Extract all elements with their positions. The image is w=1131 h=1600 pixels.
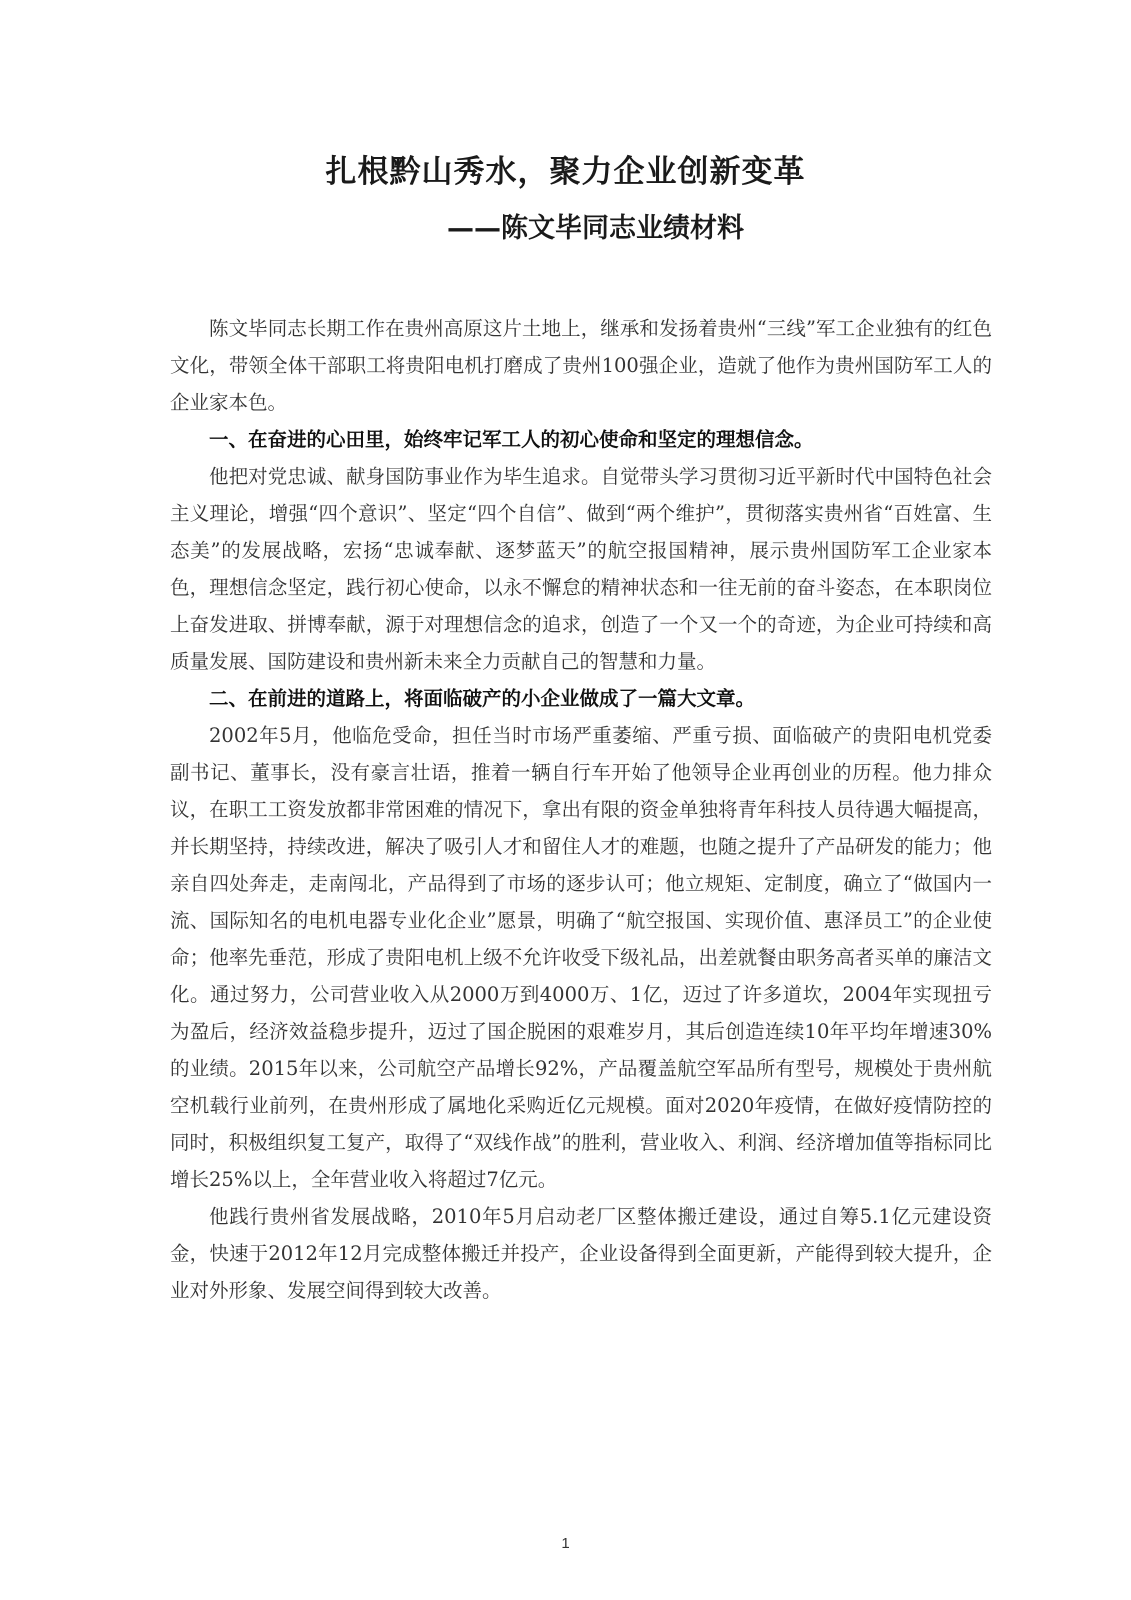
intro-paragraph: 陈文毕同志长期工作在贵州高原这片土地上，继承和发扬着贵州“三线”军工企业独有的红色文化，带领全体干部职工将贵阳电机打磨成了贵州100强企业，造就了他作为贵州国防军工人的企业家本色。	[170, 317, 992, 414]
document-title: 扎根黔山秀水，聚力企业创新变革	[325, 154, 806, 190]
section-2-paragraph-1: 2002年5月，他临危受命，担任当时市场严重萎缩、严重亏损、面临破产的贵阳电机党委副书记、董事长，没有豪言壮语，推着一辆自行车开始了他领导企业再创业的历程。他力排众议，在职工工资发放都非常困难的情况下，拿出有限的资金单独将青年科技人员待遇大幅提高，并长期坚持，持续改进，解决了吸引人才和留住人才的难题，也随之提升了产品研发的能力；他亲自四处奔走，走南闯北，产品得到了市场的逐步认可；他立规矩、定制度，确立了“做国内一流、国际知名的电机电器专业化企业”愿景，明确了“航空报国、实现价值、惠泽员工”的企业使命；他率先垂范，形成了贵阳电机上级不允许收受下级礼品，出差就餐由职务高者买单的廉洁文化。通过努力，公司营业收入从2000万到4000万、1亿，迈过了许多道坎，2004年实现扭亏为盈后，经济效益稳步提升，迈过了国企脱困的艰难岁月，其后创造连续10年平均年增速30%的业绩。2015年以来，公司航空产品增长92%，产品覆盖航空军品所有型号，规模处于贵州航空机载行业前列，在贵州形成了属地化采购近亿元规模。面对2020年疫情，在做好疫情防控的同时，积极组织复工复产，取得了“双线作战”的胜利，营业收入、利润、经济增加值等指标同比增长25%以上，全年营业收入将超过7亿元。	[170, 724, 992, 1191]
section-2-paragraph-2: 他践行贵州省发展战略，2010年5月启动老厂区整体搬迁建设，通过自筹5.1亿元建设资金，快速于2012年12月完成整体搬迁并投产，企业设备得到全面更新，产能得到较大提升，企业对外形象、发展空间得到较大改善。	[170, 1205, 992, 1302]
document-subtitle: ——陈文毕同志业绩材料	[447, 213, 744, 244]
page-number: 1	[561, 1535, 570, 1552]
section-1-heading: 一、在奋进的心田里，始终牢记军工人的初心使命和坚定的理想信念。	[209, 428, 814, 451]
section-1-paragraph: 他把对党忠诚、献身国防事业作为毕生追求。自觉带头学习贯彻习近平新时代中国特色社会主义理论，增强“四个意识”、坚定“四个自信”、做到“两个维护”，贯彻落实贵州省“百姓富、生态美”的发展战略，宏扬“忠诚奉献、逐梦蓝天”的航空报国精神，展示贵州国防军工企业家本色，理想信念坚定，践行初心使命，以永不懈怠的精神状态和一往无前的奋斗姿态，在本职岗位上奋发进取、拼博奉献，源于对理想信念的追求，创造了一个又一个的奇迹，为企业可持续和高质量发展、国防建设和贵州新未来全力贡献自己的智慧和力量。	[170, 465, 992, 673]
section-2-heading: 二、在前进的道路上，将面临破产的小企业做成了一篇大文章。	[209, 687, 756, 710]
document-body	[170, 310, 992, 1309]
